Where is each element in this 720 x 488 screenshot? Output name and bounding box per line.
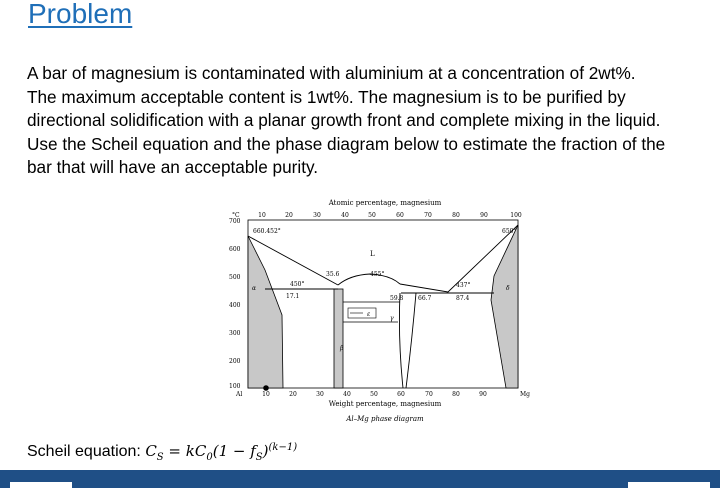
- problem-statement: A bar of magnesium is contaminated with aluminium at a concentration of 2wt%. The maximum acceptable content is 1wt%. The magnesium is to be purified by directional solidification with a planar growth front and complete mixing in the liquid. Use the Scheil equation and the phase diagram below to estimate the fraction of the bar that will have an acceptable purity.: [27, 63, 666, 177]
- top-axis-label: Atomic percentage, magnesium: [328, 199, 442, 207]
- bottom-tick: 30: [316, 391, 324, 398]
- right-end-label: Mg: [520, 391, 530, 398]
- beta-composition: 35.6: [326, 271, 340, 278]
- mg-melting-point: 650°: [502, 228, 517, 235]
- beta-region: [334, 289, 343, 388]
- al-melting-point: 660.452°: [253, 228, 281, 235]
- left-end-label: Al: [236, 391, 243, 398]
- top-tick: 30: [313, 212, 321, 219]
- top-tick: 20: [285, 212, 293, 219]
- top-tick: 50: [368, 212, 376, 219]
- liquid-label: L: [370, 250, 375, 258]
- top-tick: 10: [258, 212, 266, 219]
- footer-bar: [0, 470, 720, 488]
- bottom-tick: 20: [289, 391, 297, 398]
- gamma-left-comp: 59.8: [390, 295, 404, 302]
- footer-tab-left: [10, 482, 72, 488]
- gamma-label: γ: [390, 315, 394, 322]
- top-tick: 90: [480, 212, 488, 219]
- al-mg-phase-diagram: [220, 190, 540, 430]
- gamma-right-comp: 66.7: [418, 295, 432, 302]
- max-temp: 455°: [370, 271, 385, 278]
- bottom-tick: 40: [343, 391, 351, 398]
- eutectic1-comp: 17.1: [286, 293, 300, 300]
- composition-marker: [263, 385, 269, 391]
- top-tick: 100: [510, 212, 522, 219]
- scheil-equation: Scheil equation: $C_S = kC_0(1 - f_S)^{(k-1)}$: [27, 442, 298, 463]
- bottom-tick: 90: [479, 391, 487, 398]
- bottom-tick: 70: [425, 391, 433, 398]
- eutectic2-temp: 437°: [456, 282, 471, 289]
- alpha-label: α: [252, 285, 257, 292]
- y-axis-ticks: [229, 218, 241, 390]
- bottom-tick: 60: [397, 391, 405, 398]
- y-tick: 400: [229, 302, 241, 309]
- beta-label: β: [340, 345, 344, 352]
- y-tick: 700: [229, 218, 241, 225]
- top-axis-ticks: [258, 212, 522, 219]
- bottom-tick: 10: [262, 391, 270, 398]
- y-tick: 100: [229, 383, 241, 390]
- footer-tab-right: [628, 482, 710, 488]
- page-title: Problem: [28, 0, 133, 29]
- epsilon-label: ε: [367, 311, 371, 318]
- bottom-tick: 50: [370, 391, 378, 398]
- delta-region: [491, 225, 518, 388]
- diagram-caption: Al–Mg phase diagram: [346, 415, 424, 423]
- eutectic1-temp: 450°: [290, 281, 305, 288]
- scheil-label: Scheil equation:: [27, 443, 141, 460]
- y-tick: 500: [229, 274, 241, 281]
- top-tick: 70: [424, 212, 432, 219]
- bottom-tick: 80: [452, 391, 460, 398]
- y-tick: 300: [229, 330, 241, 337]
- top-tick: 60: [396, 212, 404, 219]
- eutectic2-comp: 87.4: [456, 295, 470, 302]
- top-tick: 40: [341, 212, 349, 219]
- y-tick: 600: [229, 246, 241, 253]
- gamma-right-boundary: [406, 293, 416, 388]
- y-tick: 200: [229, 358, 241, 365]
- alpha-region: [248, 236, 283, 388]
- gamma-left-boundary: [399, 293, 403, 388]
- bottom-axis-ticks: [262, 391, 487, 398]
- bottom-axis-label: Weight percentage, magnesium: [328, 400, 442, 408]
- top-tick: 80: [452, 212, 460, 219]
- delta-label: δ: [506, 285, 510, 292]
- y-unit: °C: [232, 212, 240, 219]
